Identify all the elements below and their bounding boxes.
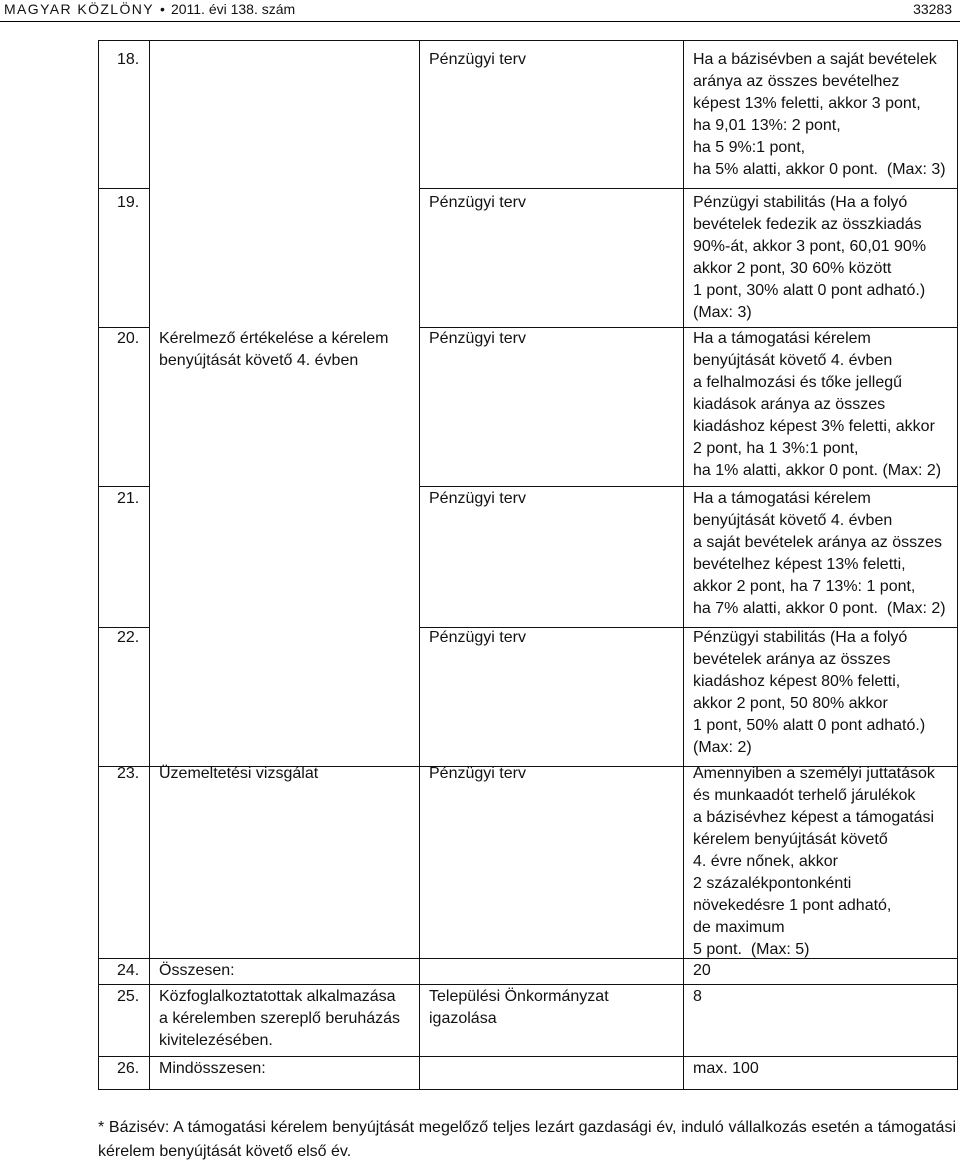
row-criteria: 20	[693, 962, 711, 979]
page-header	[0, 0, 960, 20]
issue-label: 2011. évi 138. szám	[170, 1, 296, 17]
col-divider	[149, 40, 150, 1090]
row-number: 23.	[117, 765, 140, 782]
row-divider	[99, 486, 149, 487]
row-source: Pénzügyi terv	[429, 490, 526, 507]
bullet: •	[160, 1, 165, 17]
row-number: 25.	[117, 988, 140, 1005]
row-source: Pénzügyi terv	[429, 330, 526, 347]
col-divider	[683, 40, 684, 1090]
row-source: Települési Önkormányzat igazolása	[429, 988, 609, 1027]
running-title	[4, 1, 295, 17]
row-source: Pénzügyi terv	[429, 194, 526, 211]
row-criteria: Ha a támogatási kérelem benyújtását követő 4. évben a felhalmozási és tőke jellegű kiadások aránya az összes kiadáshoz képest 3% feletti, akkor 2 pont, ha 1 3%:1 pont, ha 1% alatti, akkor 0 pont. (Max: 2)	[693, 330, 942, 479]
row-number: 19.	[117, 194, 140, 211]
row-number: 18.	[117, 51, 140, 68]
row-number: 22.	[117, 629, 140, 646]
row-divider	[99, 40, 957, 41]
scoring-table	[98, 40, 958, 1090]
row-criteria: Pénzügyi stabilitás (Ha a folyó bevételek fedezik az összkiadás 90%-át, akkor 3 pont, 60,01 90% akkor 2 pont, 30 60% között 1 pont, 30% alatt 0 pont adható.) (Max: 3)	[693, 194, 927, 321]
row-divider	[99, 1056, 957, 1057]
row-criteria: max. 100	[693, 1060, 759, 1077]
header-rule	[0, 21, 960, 22]
page-number: 33283	[913, 1, 952, 17]
row-label: Közfoglalkoztatottak alkalmazása a kérelemben szereplő beruházás kivitelezésében.	[159, 988, 401, 1049]
row-label: Összesen:	[159, 962, 235, 979]
row-divider	[419, 486, 957, 487]
row-criteria: Ha a bázisévben a saját bevételek aránya az összes bevételhez képest 13% feletti, akkor 3 pont, ha 9,01 13%: 2 pont, ha 5 9%:1 pont, ha 5% alatti, akkor 0 pont. (Max: 3)	[693, 51, 946, 178]
row-criteria: Ha a támogatási kérelem benyújtását követő 4. évben a saját bevételek aránya az összes bevételhez képest 13% feletti, akkor 2 pont, ha 7 13%: 1 pont, ha 7% alatti, akkor 0 pont. (Max: 2)	[693, 490, 946, 617]
row-label: Üzemeltetési vizsgálat	[159, 765, 319, 782]
row-criteria: Amennyiben a személyi juttatások és munkaadót terhelő járulékok a bázisévhez képest a támogatási kérelem benyújtását követő 4. évre nőnek, akkor 2 százalékpontonkénti növekedésre 1 pont adható, de maximum 5 pont. (Max: 5)	[693, 765, 935, 958]
row-number: 24.	[117, 962, 140, 979]
col-divider	[419, 40, 420, 1090]
footnote: * Bázisév: A támogatási kérelem benyújtását megelőző teljes lezárt gazdasági év, induló vállalkozás esetén a támogatási kérelem benyújtását követő első év.	[98, 1119, 956, 1160]
journal-name: MAGYAR KÖZLÖNY	[4, 1, 155, 17]
row-label: Mindösszesen:	[159, 1060, 266, 1077]
row-divider	[419, 188, 957, 189]
row-criteria: 8	[693, 988, 702, 1005]
row-criteria: Pénzügyi stabilitás (Ha a folyó bevételek aránya az összes kiadáshoz képest 80% feletti, akkor 2 pont, 50 80% akkor 1 pont, 50% alatt 0 pont adható.) (Max: 2)	[693, 629, 926, 756]
row-label: Kérelmező értékelése a kérelem benyújtását követő 4. évben	[159, 330, 389, 369]
row-number: 26.	[117, 1060, 140, 1077]
row-source: Pénzügyi terv	[429, 629, 526, 646]
row-number: 21.	[117, 490, 140, 507]
row-source: Pénzügyi terv	[429, 51, 526, 68]
row-source: Pénzügyi terv	[429, 765, 526, 782]
row-number: 20.	[117, 330, 140, 347]
row-divider	[99, 984, 957, 985]
row-divider	[99, 1089, 957, 1090]
row-divider	[99, 188, 149, 189]
